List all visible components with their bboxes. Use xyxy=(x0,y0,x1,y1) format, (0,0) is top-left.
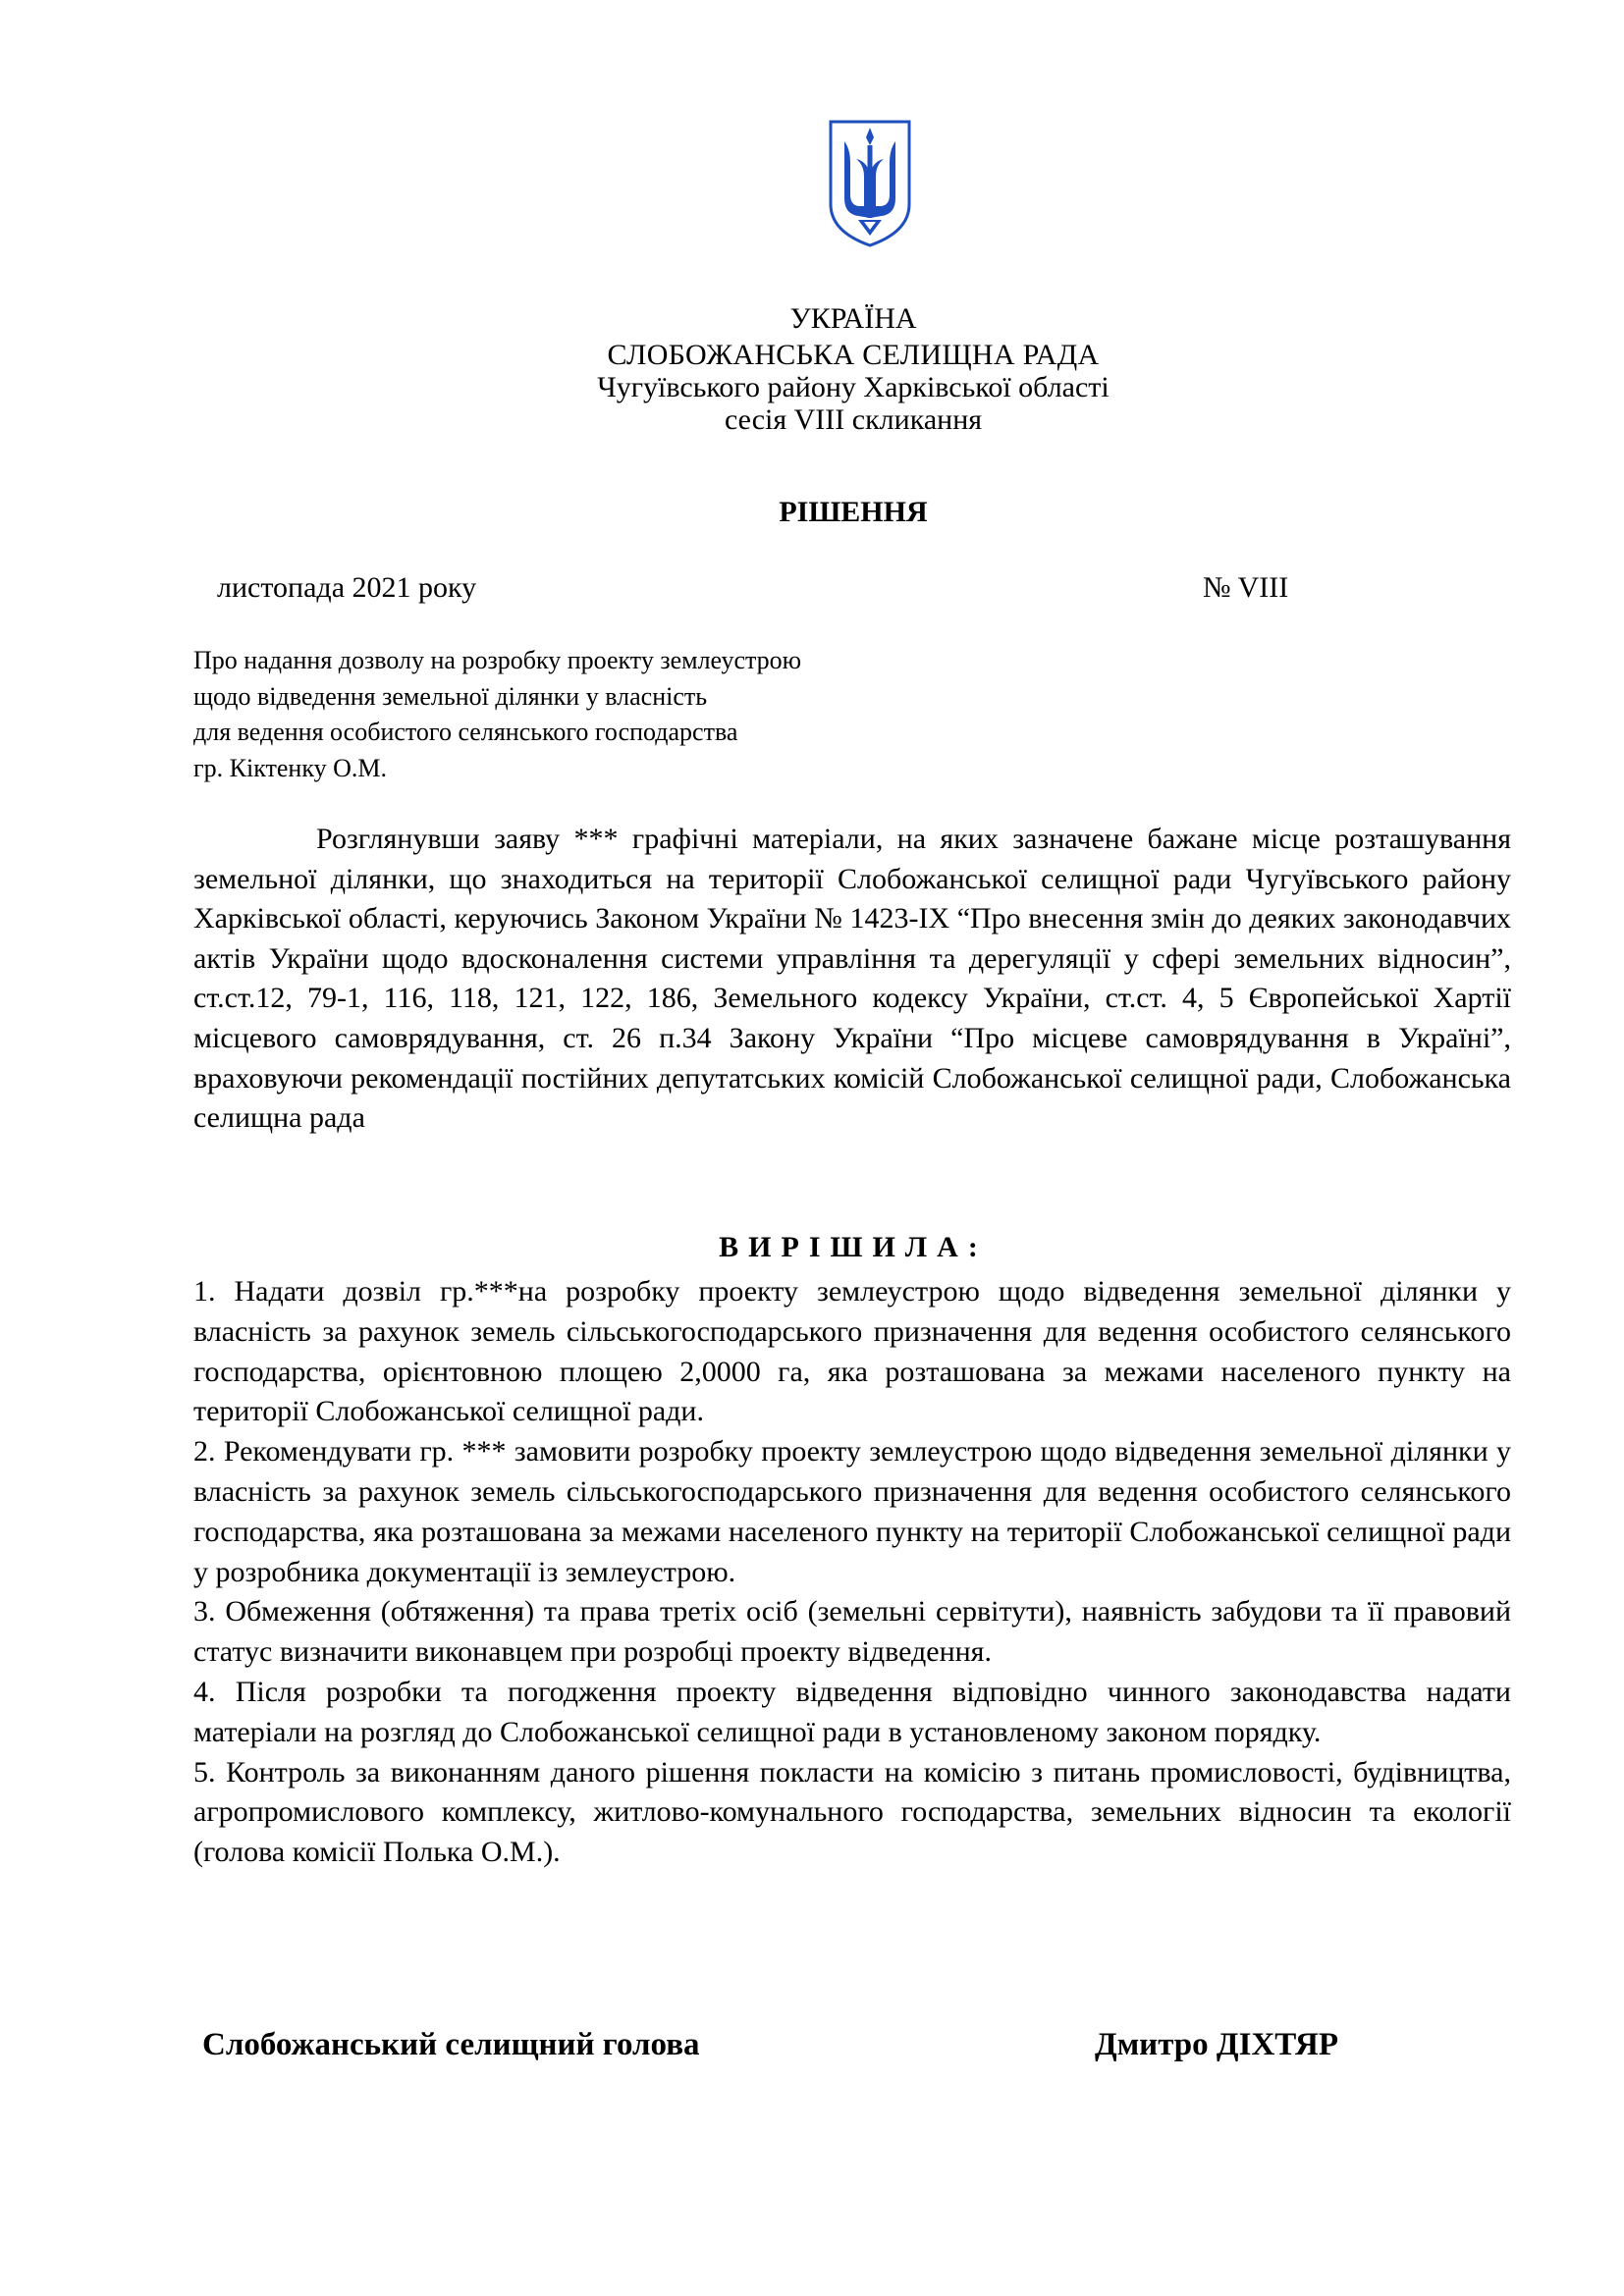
country-name: УКРАЇНА xyxy=(789,302,917,335)
subject-line: для ведення особистого селянського господарства xyxy=(193,718,738,746)
preamble xyxy=(193,820,1511,1139)
decision-subject xyxy=(193,643,1077,786)
signatory-name: Дмитро ДІХТЯР xyxy=(1095,2027,1339,2062)
decision-item: 5. Контроль за виконанням даного рішення покласти на комісію з питань промисловості, будівництва, агропромислового комплексу, житлово-комунального господарства, земельних відносин та екології (голова комісії Полька О.М.). xyxy=(193,1755,1511,1869)
decision-date: листопада 2021 року xyxy=(217,571,477,604)
subject-line: гр. Кіктенку О.М. xyxy=(193,753,387,782)
district-name: Чугуївського району Харківської області xyxy=(597,371,1110,403)
decision-item: 4. Після розробки та погодження проекту відведення відповідно чинного законодавства надати матеріали на розгляд до Слобожанської селищної ради в установленому законом порядку. xyxy=(193,1675,1511,1748)
ukraine-trident-emblem-icon xyxy=(825,116,915,249)
decision-item: 2. Рекомендувати гр. *** замовити розробку проекту землеустрою щодо відведення земельної ділянки у власність за рахунок земель сільськогосподарського призначення для ведення особистого селянського господарства, яка розташована за межами населеного пункту на території Слобожанської селищної ради у розробника документації із землеустрою. xyxy=(193,1435,1511,1588)
subject-line: щодо відведення земельної ділянки у власність xyxy=(193,681,708,711)
document-title: РІШЕННЯ xyxy=(779,496,928,528)
session-name: сесія VIII скликання xyxy=(724,403,983,436)
decision-item: 1. Надати дозвіл гр.***на розробку проекту землеустрою щодо відведення земельної ділянки у власність за рахунок земель сільськогосподарського призначення для ведення особистого селянського господарства, орієнтовною площею 2,0000 га, яка розташована за межами населеного пункту на території Слобожанської селищної ради. xyxy=(193,1275,1511,1428)
decision-number: № VIII xyxy=(1203,571,1289,604)
document-header xyxy=(0,304,1624,435)
decision-item: 3. Обмеження (обтяження) та права третіх осіб (земельні сервітути), наявність забудови та її правовий статус визначити виконавцем при розробці проекту відведення. xyxy=(193,1595,1511,1669)
preamble-paragraph: Розглянувши заяву *** графічні матеріали, на яких зазначене бажане місце розташування земельної ділянки, що знаходиться на території Слобожанської селищної ради Чугуївського району Харківської області, керуючись Законом України № 1423-IX “Про внесення змін до деяких законодавчих актів України щодо вдосконалення системи управління та дерегуляції у сфері земельних відносин”, ст.ст.12, 79-1, 116, 118, 121, 122, 186, Земельного кодексу України, ст.ст. 4, 5 Європейської Хартії місцевого самоврядування, ст. 26 п.34 Закону України “Про місцеве самоврядування в Україні”, враховуючи рекомендації постійних депутатських комісій Слобожанської селищної ради, Слобожанська селищна рада xyxy=(193,823,1511,1135)
decided-heading: ВИРІШИЛА: xyxy=(719,1231,988,1263)
subject-line: Про надання дозволу на розробку проекту землеустрою xyxy=(193,646,802,674)
decision-items xyxy=(193,1272,1511,1873)
council-name: СЛОБОЖАНСЬКА СЕЛИЩНА РАДА xyxy=(607,339,1100,371)
signatory-position: Слобожанський селищний голова xyxy=(202,2027,700,2062)
